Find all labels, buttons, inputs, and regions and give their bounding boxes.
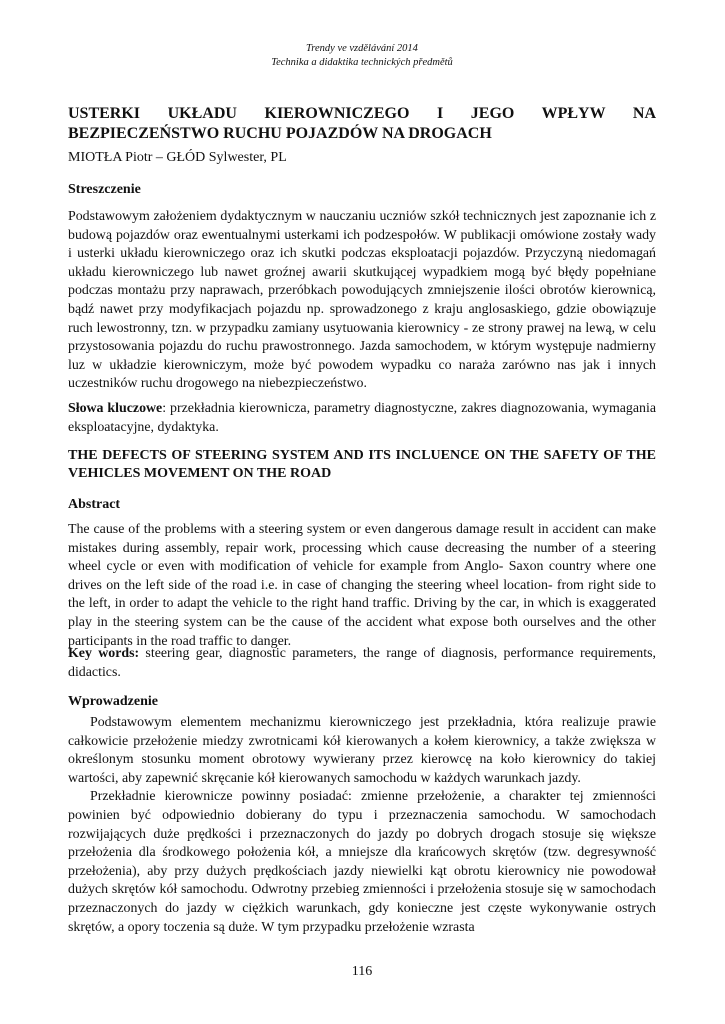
streszczenie-section (68, 181, 656, 394)
key-words-text: steering gear, diagnostic parameters, the range of diagnosis, performance requirements, didactics. (68, 646, 656, 680)
abstract-heading: Abstract (68, 497, 121, 512)
key-words (68, 645, 656, 682)
page-number: 116 (351, 964, 373, 979)
running-head-line1: Trendy ve vzdělávání 2014 (306, 43, 418, 54)
english-title: THE DEFECTS OF STEERING SYSTEM AND ITS INCLUENCE ON THE SAFETY OF THE VEHICLES MOVEMENT ON THE ROAD (68, 448, 656, 481)
slowa-kluczowe (68, 400, 656, 437)
paper-title: USTERKI UKŁADU KIEROWNICZEGO I JEGO WPŁYW NA BEZPIECZEŃSTWO RUCHU POJAZDÓW NA DROGACH (68, 105, 656, 142)
running-head (68, 42, 656, 70)
streszczenie-heading: Streszczenie (68, 182, 141, 197)
abstract-text: The cause of the problems with a steering system or even dangerous damage result in accident can make mistakes during assembly, repair work, processing which cause decreasing the number of a steering wheel cycle or even with modification of vehicle for example from Anglo- Saxon country where one drives on the left side of the road i.e. in case of changing the steering wheel location- from right side to the left, in order to adapt the vehicle to the right hand traffic. Driving by the car, in which is exaggerated play in the steering system can be the cause of the accident what expose both ourselves and the other participants in the road traffic to danger. (68, 522, 656, 649)
wprowadzenie-paragraph-1: Podstawowym elementem mechanizmu kierowniczego jest przekładnia, która realizuje prawie całkowicie przełożenie miedzy zwrotnicami kół kierowanych a kołem kierownicy, a także zwiększa w określonym stosunku moment obrotowy wywierany przez kierowcę na koło kierownicy do takiej wartości, aby zapewnić skręcanie kół kierowanych samochodu w każdych warunkach jazdy. (68, 715, 656, 786)
authors: MIOTŁA Piotr – GŁÓD Sylwester, PL (68, 150, 287, 165)
wprowadzenie-section (68, 693, 656, 937)
english-title-section (68, 447, 656, 483)
abstract-section (68, 496, 656, 651)
wprowadzenie-paragraph-2: Przekładnie kierownicze powinny posiadać: zmienne przełożenie, a charakter tej zmienności powinien być odpowiednio dobierany do typu i przeznaczenia samochodu. W samochodach rozwijających duże prędkości i przeznaczonych do jazdy po dobrych drogach stosuje się większe przełożenia dla środkowego położenia kół, a mniejsze dla krańcowych skrętów (tzw. degresywność przełożenia), aby przy dużych prędkościach jazdy niewielki kąt obrotu kierownicy nie powodował dużych skrętów kół samochodu. Odwrotny przebieg zmienności i przełożenia stosuje się w samochodach przeznaczonych do jazdy w ciężkich warunkach, gdy konieczne jest częste wykonywanie ostrych skrętów, a opory toczenia są duże. W tym przypadku przełożenie wzrasta (68, 789, 656, 935)
slowa-kluczowe-label: Słowa kluczowe (68, 401, 163, 416)
streszczenie-text: Podstawowym założeniem dydaktycznym w nauczaniu uczniów szkół technicznych jest zapoznanie ich z budową pojazdów oraz ewentualnymi usterkami ich podzespołów. W publikacji omówione zostały wady i usterki układu kierowniczego oraz ich skutki podczas eksploatacji pojazdów. Przyczyną niedomagań układu kierowniczego lub nawet groźnej awarii skutkującej wypadkiem mogą być błędy popełniane podczas montażu przy naprawach, przeróbkach powodujących zmniejszenie ilości obrotów kierownicą, bądź nawet przy modyfikacjach pojazdu np. sprowadzonego z kraju anglosaskiego, gdzie obowiązuje ruch lewostronny, tzn. w przypadku zamiany usytuowania kierownicy - ze strony prawej na lewą, w celu przystosowania pojazdu do ruchu prawostronnego. Jazda samochodem, w którym występuje nadmierny luz w układzie kierowniczym, może być powodem wypadku co naraża zarówno nas jak i innych uczestników ruchu drogowego na niebezpieczeństwo. (68, 209, 656, 392)
slowa-kluczowe-text: : przekładnia kierownicza, parametry diagnostyczne, zakres diagnozowania, wymagania eksploatacyjne, dydaktyka. (68, 401, 656, 435)
key-words-label: Key words: (68, 646, 140, 661)
wprowadzenie-heading: Wprowadzenie (68, 694, 158, 709)
running-head-line2: Technika a didaktika technických předmětů (271, 57, 453, 68)
